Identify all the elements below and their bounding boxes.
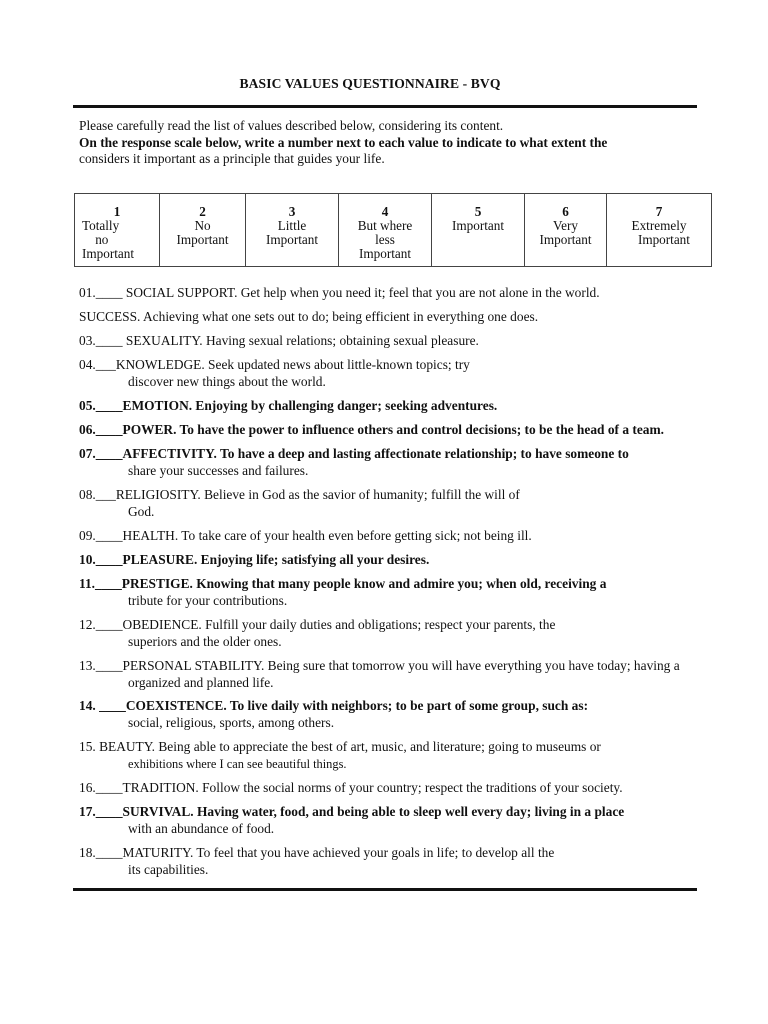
value-item-continuation: discover new things about the world. [128, 373, 326, 389]
scale-label: Very Important [539, 218, 592, 247]
value-item [79, 552, 429, 569]
value-item-continuation: superiors and the older ones. [128, 633, 282, 649]
value-item-text: SUCCESS. Achieving what one sets out to do; being efficient in everything one does. [79, 309, 539, 324]
value-item [79, 576, 606, 609]
scale-label: Little Important [265, 218, 318, 247]
value-item-continuation: its capabilities. [128, 861, 209, 877]
value-item-continuation: organized and planned life. [128, 674, 274, 690]
value-item-text: 01.____ SOCIAL SUPPORT. Get help when you need it; feel that you are not alone in the world. [79, 285, 600, 300]
scale-cell [246, 194, 339, 267]
value-item-text: 15. BEAUTY. Being able to appreciate the best of art, music, and literature; going to museums or [79, 739, 601, 754]
value-item-text: 12.____OBEDIENCE. Fulfill your daily duties and obligations; respect your parents, the [79, 617, 556, 632]
value-item-text: 16.____TRADITION. Follow the social norms of your country; respect the traditions of your society. [79, 780, 623, 795]
value-item [79, 658, 680, 691]
scale-label: Extremely Important [631, 218, 690, 247]
scale-label: Totally no Important [82, 218, 135, 261]
value-item-text: 05.____EMOTION. Enjoying by challenging danger; seeking adventures. [79, 398, 498, 413]
scale-number: 1 [113, 204, 121, 219]
value-item [79, 398, 497, 415]
scale-number: 7 [655, 204, 663, 219]
value-item [79, 617, 555, 650]
scale-number: 6 [562, 204, 569, 219]
instruction-line-3: considers it important as a principle that guides your life. [79, 151, 385, 166]
value-item-continuation: God. [128, 503, 155, 519]
value-item [79, 309, 538, 326]
value-item [79, 804, 624, 837]
value-item-text: 18.____MATURITY. To feel that you have achieved your goals in life; to develop all the [79, 845, 555, 860]
value-item-text: 13.____PERSONAL STABILITY. Being sure that tomorrow you will have everything you have today; having a [79, 658, 680, 673]
value-item [79, 333, 479, 350]
bottom-rule [73, 888, 697, 891]
value-item-continuation: social, religious, sports, among others. [128, 714, 335, 730]
scale-number: 2 [199, 204, 206, 219]
value-item [79, 780, 623, 797]
value-item [79, 357, 470, 390]
scale-number: 3 [288, 204, 296, 219]
value-item-text: 11.____PRESTIGE. Knowing that many people know and admire you; when old, receiving a [79, 576, 607, 591]
value-item-text: 04.___KNOWLEDGE. Seek updated news about little-known topics; try [79, 357, 470, 372]
scale-cell [160, 194, 246, 267]
value-item-text: 09.____HEALTH. To take care of your health even before getting sick; not being ill. [79, 528, 532, 543]
value-item-text: 07.____AFFECTIVITY. To have a deep and lasting affectionate relationship; to have someone to [79, 446, 629, 461]
value-item-text: 17.____SURVIVAL. Having water, food, and being able to sleep well every day; living in a place [79, 804, 625, 819]
scale-label: But where less Important [357, 218, 413, 261]
scale-cell [432, 194, 525, 267]
value-item [79, 487, 520, 520]
value-item-text: 06.____POWER. To have the power to influence others and control decisions; to be the head of a team. [79, 422, 664, 437]
value-item-text: 03.____ SEXUALITY. Having sexual relations; obtaining sexual pleasure. [79, 333, 479, 348]
value-item [79, 845, 554, 878]
value-item-continuation: with an abundance of food. [128, 820, 275, 836]
scale-cell [75, 194, 160, 267]
value-item [79, 285, 600, 302]
value-item [79, 422, 664, 439]
response-scale-table [74, 193, 712, 267]
value-item [79, 446, 629, 479]
instruction-line-1: Please carefully read the list of values described below, considering its content. [79, 118, 504, 133]
scale-label: Important [451, 218, 504, 233]
scale-cell [525, 194, 607, 267]
value-item-text: 08.___RELIGIOSITY. Believe in God as the savior of humanity; fulfill the will of [79, 487, 520, 502]
instructions [79, 118, 719, 168]
value-item [79, 739, 601, 772]
scale-cell [339, 194, 432, 267]
value-item-text: 14. ____COEXISTENCE. To live daily with neighbors; to be part of some group, such as: [79, 698, 589, 713]
scale-number: 4 [381, 204, 389, 219]
scale-label: No Important [176, 218, 229, 247]
value-item-continuation: exhibitions where I can see beautiful things. [128, 756, 347, 771]
questionnaire-title: BASIC VALUES QUESTIONNAIRE - BVQ [239, 76, 501, 91]
value-item-text: 10.____PLEASURE. Enjoying life; satisfying all your desires. [79, 552, 430, 567]
value-item [79, 528, 532, 545]
top-rule [73, 105, 697, 108]
scale-cell [607, 194, 712, 267]
value-item-continuation: share your successes and failures. [128, 462, 309, 478]
instruction-line-2: On the response scale below, write a number next to each value to indicate to what extent the [79, 134, 608, 150]
value-item [79, 698, 588, 731]
value-item-continuation: tribute for your contributions. [128, 592, 288, 608]
scale-number: 5 [474, 204, 482, 219]
